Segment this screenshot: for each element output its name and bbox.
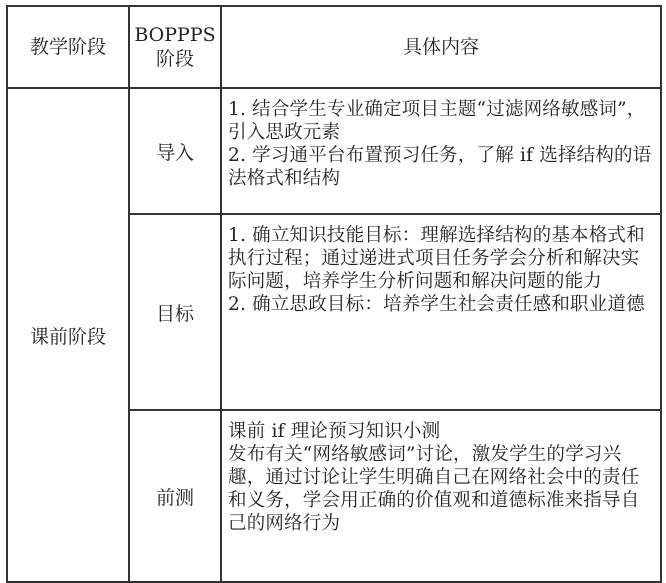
phase-cell-objective: 目标 — [129, 214, 221, 410]
header-content: 具体内容 — [221, 6, 661, 88]
header-boppps-stage — [129, 6, 221, 88]
content-line: 1. 结合学生专业确定项目主题“过滤网络敏感词”，引入思政元素 — [228, 99, 646, 143]
stage-cell-pre-class: 课前阶段 — [7, 88, 129, 582]
header-boppps-label: BOPPPS — [134, 24, 216, 46]
content-line: 1. 确立知识技能目标：理解选择结构的基本格式和执行过程；通过递进式项目任务学会分析和解决实际问题，培养学生分析问题和解决问题的能力 — [228, 225, 645, 292]
content-line: 发布有关“网络敏感词”讨论，激发学生的学习兴趣，通过讨论让学生明确自己在网络社会中的责任和义务，学会用正确的价值观和道德标准来指导自己的网络行为 — [228, 444, 640, 534]
lesson-plan-table — [6, 5, 662, 583]
header-teaching-stage: 教学阶段 — [7, 6, 129, 88]
content-cell-bridge-in — [221, 88, 661, 214]
phase-cell-pre-assessment: 前测 — [129, 410, 221, 582]
phase-cell-bridge-in: 导入 — [129, 88, 221, 214]
header-stage-label: 阶段 — [155, 48, 194, 70]
table-row — [7, 88, 661, 214]
content-cell-objective — [221, 214, 661, 410]
table-header-row — [7, 6, 661, 88]
content-cell-pre-assessment — [221, 410, 661, 582]
content-line: 2. 确立思政目标：培养学生社会责任感和职业道德 — [228, 294, 645, 315]
content-line: 2. 学习通平台布置预习任务，了解 if 选择结构的语法格式和结构 — [228, 145, 652, 189]
content-line: 课前 if 理论预习知识小测 — [228, 421, 441, 442]
